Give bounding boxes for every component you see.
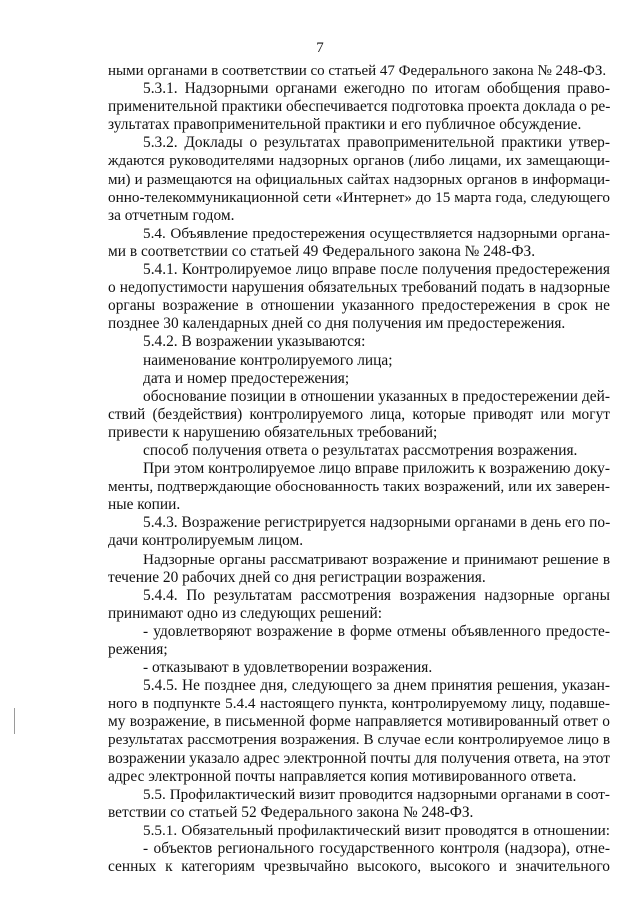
- text-line: ми в соответствии со статьей 49 Федерального закона № 248-ФЗ.: [108, 242, 536, 260]
- text-line: 5.4.5. Не позднее дня, следующего за днем принятия решения, указан-: [143, 677, 610, 695]
- text-line: дачи контролируемым лицом.: [108, 532, 304, 550]
- text-line: наименование контролируемого лица;: [143, 351, 393, 369]
- text-line: му возражение, в письменной форме направляется мотивированный ответ о: [108, 713, 610, 731]
- text-line: - отказывают в удовлетворении возражения.: [143, 659, 433, 677]
- text-line: зультатах правоприменительной практики и его публичное обсуждение.: [108, 116, 582, 134]
- text-line: 5.4. Объявление предостережения осуществляется надзорными органа-: [143, 224, 610, 242]
- text-line: При этом контролируемое лицо вправе приложить к возражению доку-: [143, 460, 610, 478]
- text-line: 5.3.2. Доклады о результатах правоприменительной практики утвер-: [143, 134, 610, 152]
- text-line: течение 20 рабочих дней со дня регистрации возражения.: [108, 568, 486, 586]
- text-line: 5.3.1. Надзорными органами ежегодно по итогам обобщения право-: [143, 80, 610, 98]
- text-line: применительной практики обеспечивается подготовка проекта доклада о ре-: [108, 98, 611, 116]
- text-line: привести к нарушению обязательных требований;: [108, 423, 438, 441]
- text-line: адрес электронной почты направляется копия мотивированного ответа.: [108, 767, 577, 785]
- text-line: о недопустимости нарушения обязательных требований подать в надзорные: [108, 279, 610, 297]
- text-line: органы возражение в отношении указанного предостережения в срок не: [108, 297, 610, 315]
- text-line: 5.4.4. По результатам рассмотрения возражения надзорные органы: [143, 586, 610, 604]
- text-line: сенных к категориям чрезвычайно высокого, высокого и значительного: [108, 858, 610, 876]
- text-line: - объектов регионального государственного контроля (надзора), отне-: [143, 840, 610, 858]
- text-line: ветствии со статьей 52 Федерального закона № 248-ФЗ.: [108, 803, 474, 821]
- text-line: режения;: [108, 641, 168, 658]
- text-line: дата и номер предостережения;: [143, 369, 350, 387]
- text-line: способ получения ответа о результатах рассмотрения возражения.: [143, 441, 578, 459]
- page-number: 7: [316, 40, 324, 56]
- text-line: принимают одно из следующих решений:: [108, 604, 382, 622]
- text-line: 5.4.1. Контролируемое лицо вправе после получения предостережения: [143, 261, 610, 279]
- text-line: 5.4.3. Возражение регистрируется надзорными органами в день его по-: [143, 514, 611, 532]
- text-line: менты, подтверждающие обоснованность таких возражений, или их заверен-: [108, 478, 610, 496]
- text-line: 5.5.1. Обязательный профилактический визит проводятся в отношении:: [143, 821, 610, 839]
- text-line: - удовлетворяют возражение в форме отмены объявленного предосте-: [143, 622, 610, 640]
- text-line: результатах рассмотрения возражения. В случае если контролируемое лицо в: [108, 731, 610, 749]
- document-body: [108, 62, 610, 876]
- text-line: ные копии.: [108, 496, 181, 514]
- text-line: ждаются руководителями надзорных органов (либо лицами, их замещающи-: [108, 152, 610, 170]
- text-line: ными органами в соответствии со статьей 47 Федерального закона № 248-ФЗ.: [108, 63, 607, 79]
- text-line: обоснование позиции в отношении указанных в предостережении дей-: [143, 387, 610, 405]
- text-line: за отчетным годом.: [108, 206, 235, 224]
- text-line: ми) и размещаются на официальных сайтах надзорных органов в информаци-: [108, 171, 610, 188]
- text-line: онно-телекоммуникационной сети «Интернет» до 15 марта года, следующего: [108, 188, 610, 206]
- text-line: 5.5. Профилактический визит проводится надзорными органами в соот-: [143, 785, 610, 803]
- text-line: возражении указало адрес электронной почты для получения ответа, на этот: [108, 749, 610, 767]
- text-line: позднее 30 календарных дней со дня получения им предостережения.: [108, 315, 566, 333]
- text-line: ствий (бездействия) контролируемого лица, которые приводят или могут: [108, 405, 610, 423]
- text-line: 5.4.2. В возражении указываются:: [143, 333, 366, 351]
- scan-margin-mark: [14, 708, 15, 734]
- text-line: ного в подпункте 5.4.4 настоящего пункта, контролируемому лицу, подавше-: [108, 695, 610, 713]
- text-line: Надзорные органы рассматривают возражение и принимают решение в: [143, 550, 610, 568]
